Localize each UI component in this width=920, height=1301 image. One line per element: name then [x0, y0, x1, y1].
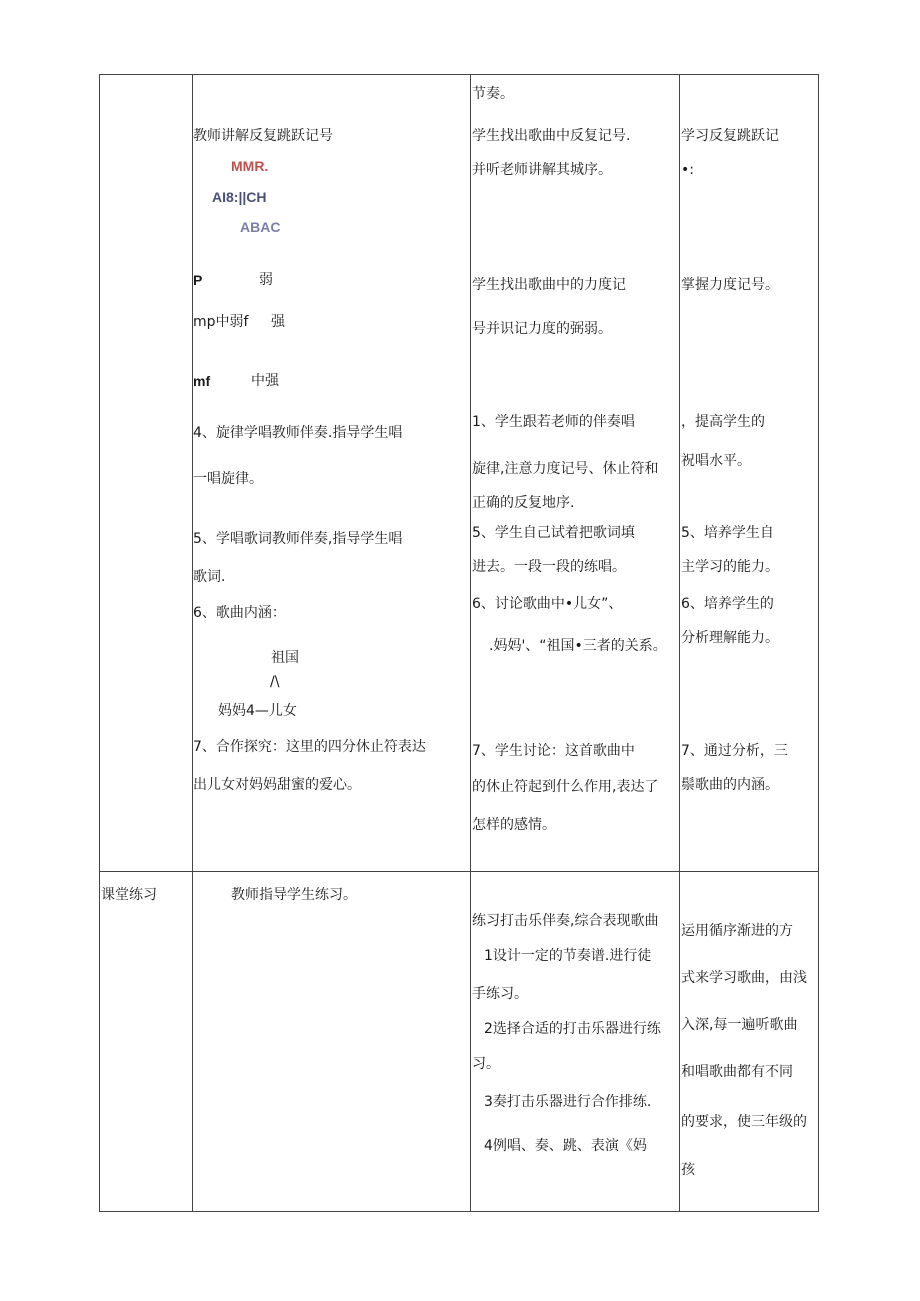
student-line-8: 5、学生自己试着把歌词填 [472, 525, 635, 541]
intent-line-3: 掌握力度记号。 [681, 277, 779, 293]
section-label-practice: 课堂练习 [101, 887, 157, 903]
student-line-9: 进去。一段一段的练唱。 [472, 559, 626, 575]
diagram-mama-ernv: 妈妈4—儿女 [218, 703, 297, 719]
dynamic-p-symbol: P [193, 272, 203, 288]
repeat-code-ai8: AI8:||CH [212, 189, 267, 205]
intent-line-1: 学习反复跳跃记 [681, 128, 779, 144]
practice-intent-line-2: 式来学习歌曲，由浅 [681, 970, 807, 986]
step7-line2: 出儿女对妈妈甜蜜的爱心。 [193, 777, 361, 793]
diagram-zuguo: 祖国 [271, 650, 299, 666]
table-border-top [99, 74, 819, 75]
repeat-code-mmr: MMR. [231, 158, 269, 174]
student-line-11: .妈妈'、“祖国•三者的关系。 [489, 638, 667, 654]
student-line-12: 7、学生讨论：这首歌曲中 [472, 743, 635, 759]
dynamic-f-meaning: 强 [271, 314, 285, 330]
step6-line: 6、歌曲内涵： [193, 605, 286, 621]
student-line-3: 学生找出歌曲中的力度记 [472, 277, 626, 293]
practice-student-line-5: 习。 [472, 1056, 500, 1072]
practice-intent-line-1: 运用循序渐进的方 [681, 923, 793, 939]
practice-student-line-2: 1设计一定的节奏谱.进行徒 [484, 948, 652, 964]
practice-intent-line-3: 入深,每一遍听歌曲 [681, 1017, 798, 1033]
intent-line-8: 6、培养学生的 [681, 596, 774, 612]
practice-intent-line-6: 孩 [681, 1162, 695, 1178]
student-line-13: 的休止符起到什么作用,表达了 [472, 779, 659, 795]
intent-line-4: ，提高学生的 [681, 414, 765, 430]
step4-line1: 4、旋律学唱教师伴奏.指导学生唱 [193, 425, 403, 441]
practice-student-line-7: 4例唱、奏、跳、表演《妈 [484, 1138, 647, 1154]
practice-student-line-4: 2选择合适的打击乐器进行练 [484, 1021, 661, 1037]
dynamic-p-meaning: 弱 [259, 272, 273, 288]
table-border-left [99, 74, 100, 1212]
student-line-7: 正确的反复地序. [472, 495, 575, 511]
student-line-14: 怎样的感情。 [472, 817, 556, 833]
table-border-right [818, 74, 819, 1212]
intent-line-9: 分析理解能力。 [681, 630, 779, 646]
intent-line-2: •: [681, 162, 694, 178]
table-col-divider-2 [470, 74, 471, 1212]
teacher-repeat-text: 教师讲解反复跳跃记号 [193, 128, 333, 144]
practice-intent-line-5: 的要求，使三年级的 [681, 1114, 807, 1130]
table-border-bottom [99, 1211, 819, 1212]
dynamic-mf-meaning: 中强 [251, 373, 279, 389]
practice-student-line-6: 3奏打击乐器进行合作排练. [484, 1094, 652, 1110]
table-col-divider-1 [192, 74, 193, 1212]
step5-line1: 5、学唱歌词教师伴奏,指导学生唱 [193, 531, 403, 547]
practice-student-line-1: 练习打击乐伴奏,综合表现歌曲 [472, 913, 659, 929]
intent-line-10: 7、通过分析，三 [681, 743, 788, 759]
practice-intent-line-4: 和唱歌曲都有不同 [681, 1064, 793, 1080]
student-line-10: 6、讨论歌曲中•儿女”、 [472, 596, 623, 612]
step7-line1: 7、合作探究：这里的四分休止符表达 [193, 739, 426, 755]
intent-line-6: 5、培养学生自 [681, 525, 774, 541]
table-row-divider [99, 871, 819, 872]
student-line-5: 1、学生跟若老师的伴奏唱 [472, 414, 635, 430]
practice-student-line-3: 手练习。 [472, 986, 528, 1002]
repeat-code-abac: ABAC [240, 219, 281, 235]
step4-line2: 一唱旋律。 [193, 471, 263, 487]
intent-line-11: 鬃歌曲的内涵。 [681, 777, 779, 793]
intent-line-5: 祝唱水平。 [681, 453, 751, 469]
dynamic-mp-line: mp中弱f [193, 314, 249, 330]
student-line-0: 节奏。 [472, 86, 514, 102]
student-line-2: 并听老师讲解其城序。 [472, 162, 612, 178]
student-line-6: 旋律,注意力度记号、休止符和 [472, 461, 659, 477]
diagram-arrow: /\ [270, 674, 280, 690]
student-line-1: 学生找出歌曲中反复记号. [472, 128, 631, 144]
intent-line-7: 主学习的能力。 [681, 559, 779, 575]
table-col-divider-3 [679, 74, 680, 1212]
student-line-4: 号并识记力度的弼弱。 [472, 321, 612, 337]
dynamic-mf-symbol: mf [193, 373, 211, 389]
practice-teacher-text: 教师指导学生练习。 [231, 887, 357, 903]
step5-line2: 歌词. [193, 569, 226, 585]
